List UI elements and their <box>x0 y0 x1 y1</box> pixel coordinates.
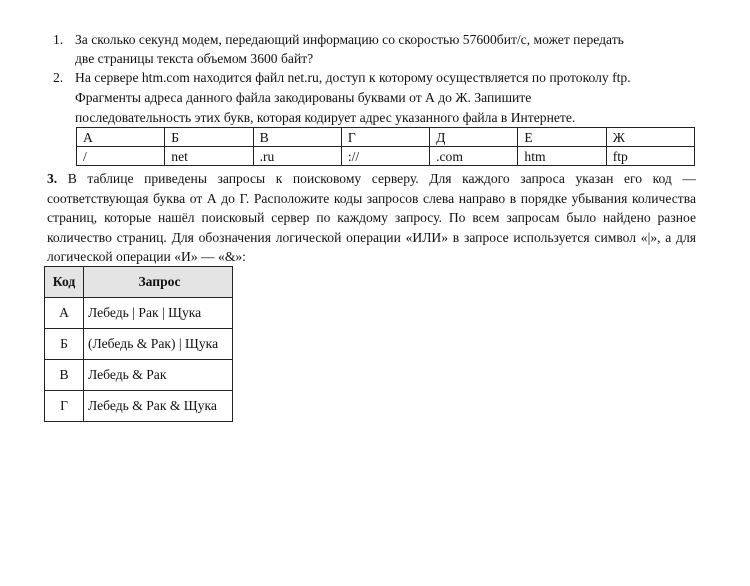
address-fragments-table <box>76 127 695 166</box>
fragment-cell: ftp <box>606 147 694 166</box>
letter-cell: Ж <box>606 128 694 147</box>
column-header-code: Код <box>45 267 84 298</box>
table-row <box>45 329 233 360</box>
code-cell: В <box>45 360 84 391</box>
code-cell: Б <box>45 329 84 360</box>
letter-cell: Г <box>341 128 429 147</box>
fragment-cell: / <box>77 147 165 166</box>
question-3-text: В таблице приведены запросы к поисковому серверу. Для каждого запроса указан его код — соответствующая буква от А до Г. Расположите коды запросов слева направо в порядке убывания количества страниц, которые нашёл поисковый сервер по каждому запросу. По всем запросам было найдено разное количество страниц. Для обозначения логической операции «ИЛИ» в запросе используется символ «|», а для логической операции «И» — «&»: <box>47 171 696 265</box>
table-row <box>77 147 695 166</box>
table-row <box>45 360 233 391</box>
query-cell: Лебедь & Рак <box>84 360 233 391</box>
question-2-number: 2. <box>53 70 64 85</box>
letter-cell: А <box>77 128 165 147</box>
question-2-line-2: Фрагменты адреса данного файла закодированы буквами от А до Ж. Запишите <box>75 90 532 105</box>
table-row <box>77 128 695 147</box>
query-cell: Лебедь & Рак & Щука <box>84 391 233 422</box>
question-1-line-1: За сколько секунд модем, передающий информацию со скоростью 57600бит/с, может передать <box>75 32 624 47</box>
question-1-number: 1. <box>53 32 64 47</box>
letter-cell: Е <box>518 128 606 147</box>
question-2-line-3: последовательность этих букв, которая кодирует адрес указанного файла в Интернете. <box>75 110 576 125</box>
question-2-line-1: На сервере htm.com находится файл net.ru, доступ к которому осуществляется по протоколу ftp. <box>75 70 631 85</box>
query-cell: Лебедь | Рак | Щука <box>84 298 233 329</box>
code-cell: А <box>45 298 84 329</box>
question-2 <box>53 68 703 128</box>
table-header-row <box>45 267 233 298</box>
table-row <box>45 298 233 329</box>
question-3-number: 3. <box>47 171 58 186</box>
code-cell: Г <box>45 391 84 422</box>
letter-cell: Б <box>165 128 253 147</box>
letter-cell: В <box>253 128 341 147</box>
fragment-cell: .ru <box>253 147 341 166</box>
fragment-cell: :// <box>341 147 429 166</box>
fragment-cell: htm <box>518 147 606 166</box>
question-3 <box>47 169 696 267</box>
table-row <box>45 391 233 422</box>
question-1 <box>53 30 703 70</box>
fragment-cell: .com <box>430 147 518 166</box>
question-1-line-2: две страницы текста объемом 3600 байт? <box>75 51 314 66</box>
queries-table <box>44 266 233 422</box>
fragment-cell: net <box>165 147 253 166</box>
letter-cell: Д <box>430 128 518 147</box>
query-cell: (Лебедь & Рак) | Щука <box>84 329 233 360</box>
column-header-query: Запрос <box>84 267 233 298</box>
